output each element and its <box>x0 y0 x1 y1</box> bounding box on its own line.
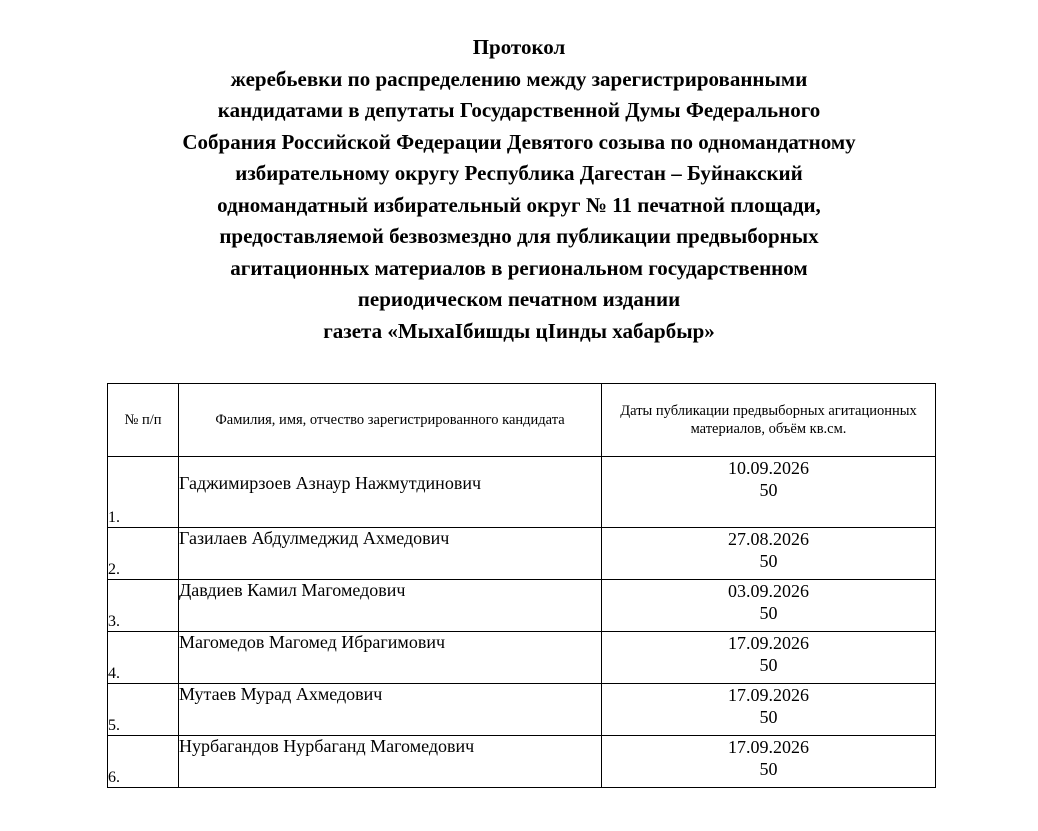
row-number: 1. <box>108 457 179 528</box>
publication-cell <box>602 736 936 788</box>
table-row <box>108 580 936 632</box>
publication-area: 50 <box>759 655 778 675</box>
candidate-name: Нурбагандов Нурбаганд Магомедович <box>179 736 602 788</box>
publication-date: 10.09.2026 <box>728 458 809 478</box>
publication-date: 17.09.2026 <box>728 737 809 757</box>
publication-cell <box>602 580 936 632</box>
title-line: кандидатами в депутаты Государственной Думы Федерального <box>217 98 821 122</box>
table-row <box>108 528 936 580</box>
publication-area: 50 <box>759 551 778 571</box>
candidate-name: Газилаев Абдулмеджид Ахмедович <box>179 528 602 580</box>
publication-cell <box>602 457 936 528</box>
title-line: одномандатный избирательный округ № 11 печатной площади, <box>217 192 821 217</box>
row-number: 2. <box>108 528 179 580</box>
document-title <box>0 32 1038 347</box>
header-name-label: Фамилия, имя, отчество зарегистрированного кандидата <box>215 412 565 428</box>
title-line: избирательному округу Республика Дагестан – Буйнакский <box>235 161 803 185</box>
publication-area: 50 <box>759 707 778 727</box>
header-publication-label: Даты публикации предвыборных агитационных материалов, объём кв.см. <box>620 403 917 437</box>
row-number: 3. <box>108 580 179 632</box>
table-row <box>108 736 936 788</box>
publication-date: 17.09.2026 <box>728 685 809 705</box>
candidate-name: Магомедов Магомед Ибрагимович <box>179 632 602 684</box>
table-row <box>108 632 936 684</box>
title-line: газета «МыхаIбишды цIинды хабарбыр» <box>323 318 715 343</box>
publication-date: 17.09.2026 <box>728 633 809 653</box>
publication-area: 50 <box>759 759 778 779</box>
candidate-name: Гаджимирзоев Азнаур Нажмутдинович <box>179 457 602 528</box>
table-row <box>108 684 936 736</box>
candidate-name: Давдиев Камил Магомедович <box>179 580 602 632</box>
results-table <box>107 383 936 788</box>
publication-date: 03.09.2026 <box>728 581 809 601</box>
title-line: жеребьевки по распределению между зарегистрированными <box>230 66 808 91</box>
publication-cell <box>602 632 936 684</box>
title-line: предоставляемой безвозмездно для публикации предвыборных <box>219 224 819 248</box>
table-header-row <box>108 384 936 457</box>
title-line: Собрания Российской Федерации Девятого созыва по одномандатному <box>182 129 856 154</box>
header-num-label: № п/п <box>124 412 162 428</box>
publication-cell <box>602 684 936 736</box>
publication-cell <box>602 528 936 580</box>
title-line: Протокол <box>472 35 566 59</box>
header-name <box>179 384 602 457</box>
row-number: 5. <box>108 684 179 736</box>
header-num <box>108 384 179 457</box>
publication-area: 50 <box>759 480 778 500</box>
title-line: периодическом печатном издании <box>357 287 681 311</box>
publication-date: 27.08.2026 <box>728 529 809 549</box>
row-number: 4. <box>108 632 179 684</box>
table-row <box>108 457 936 528</box>
publication-area: 50 <box>759 603 778 623</box>
title-line: агитационных материалов в региональном государственном <box>230 255 808 280</box>
row-number: 6. <box>108 736 179 788</box>
candidate-name: Мутаев Мурад Ахмедович <box>179 684 602 736</box>
header-publication <box>602 384 936 457</box>
